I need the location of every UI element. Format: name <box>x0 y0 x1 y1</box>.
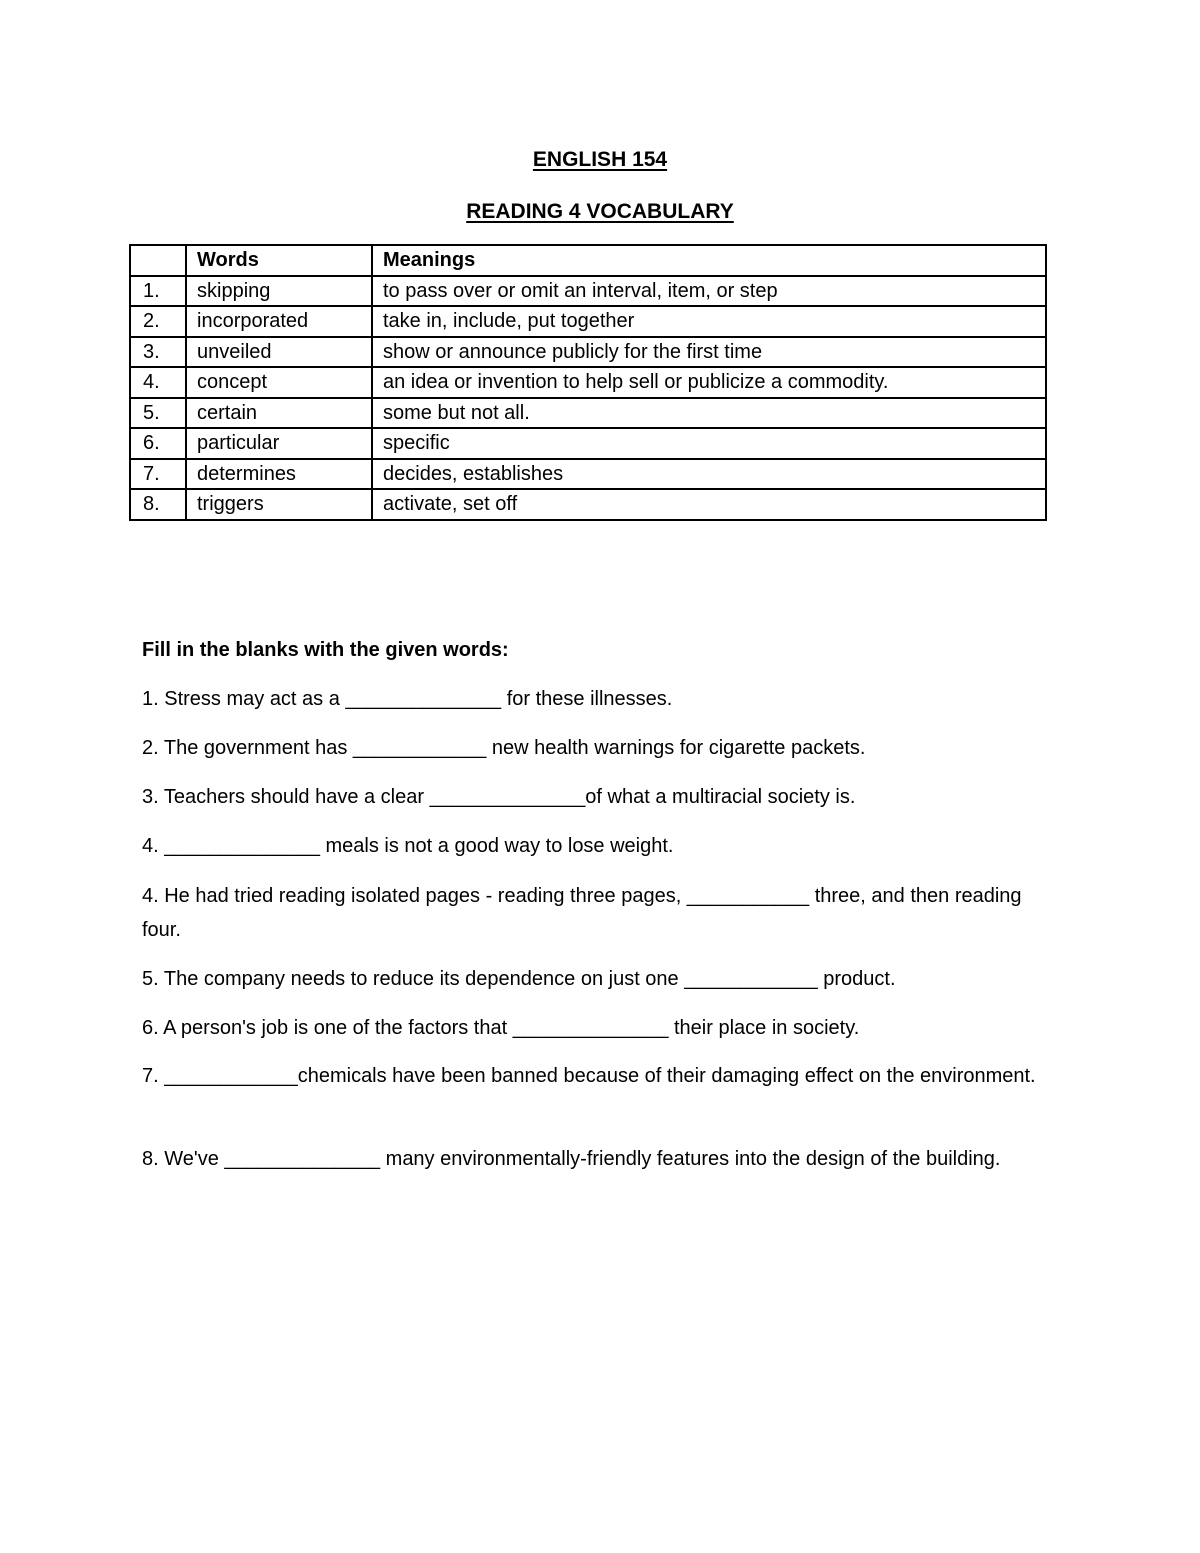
row-meaning: decides, establishes <box>372 459 1046 490</box>
table-row <box>130 398 1046 429</box>
row-word: skipping <box>186 276 372 307</box>
table-row <box>130 306 1046 337</box>
row-word: concept <box>186 367 372 398</box>
row-word: unveiled <box>186 337 372 368</box>
document-title: ENGLISH 154 <box>532 148 668 171</box>
row-word: determines <box>186 459 372 490</box>
row-number: 7. <box>130 459 186 490</box>
row-word: incorporated <box>186 306 372 337</box>
table-row <box>130 459 1046 490</box>
row-number: 8. <box>130 489 186 520</box>
row-word: certain <box>186 398 372 429</box>
row-meaning: activate, set off <box>372 489 1046 520</box>
exercise-item: 4. He had tried reading isolated pages - reading three pages, ___________ three, and then reading four. <box>142 885 1022 941</box>
row-word: triggers <box>186 489 372 520</box>
header-number <box>130 245 186 276</box>
row-meaning: show or announce publicly for the first time <box>372 337 1046 368</box>
header-meanings: Meanings <box>372 245 1046 276</box>
row-word: particular <box>186 428 372 459</box>
table-row <box>130 276 1046 307</box>
table-row <box>130 428 1046 459</box>
row-number: 3. <box>130 337 186 368</box>
row-number: 6. <box>130 428 186 459</box>
table-row <box>130 367 1046 398</box>
exercise-heading: Fill in the blanks with the given words: <box>142 639 509 661</box>
document-subtitle: READING 4 VOCABULARY <box>466 200 734 223</box>
row-meaning: some but not all. <box>372 398 1046 429</box>
exercise-item: 2. The government has ____________ new health warnings for cigarette packets. <box>142 737 866 759</box>
table-row <box>130 337 1046 368</box>
row-number: 4. <box>130 367 186 398</box>
row-meaning: to pass over or omit an interval, item, or step <box>372 276 1046 307</box>
table-header-row <box>130 245 1046 276</box>
exercise-item: 4. ______________ meals is not a good way to lose weight. <box>142 835 674 857</box>
exercise-item: 7. ____________chemicals have been banned because of their damaging effect on the environment. <box>142 1065 1036 1087</box>
header-words: Words <box>186 245 372 276</box>
exercise-item: 3. Teachers should have a clear ______________of what a multiracial society is. <box>142 786 856 808</box>
row-number: 1. <box>130 276 186 307</box>
exercise-item: 1. Stress may act as a ______________ for these illnesses. <box>142 688 673 710</box>
exercise-item: 6. A person's job is one of the factors that ______________ their place in society. <box>142 1017 860 1039</box>
exercise-item: 8. We've ______________ many environmentally-friendly features into the design of the building. <box>142 1148 1001 1170</box>
table-row <box>130 489 1046 520</box>
row-number: 2. <box>130 306 186 337</box>
row-meaning: take in, include, put together <box>372 306 1046 337</box>
vocabulary-table <box>129 244 1047 521</box>
exercise-item: 5. The company needs to reduce its dependence on just one ____________ product. <box>142 968 896 990</box>
row-meaning: an idea or invention to help sell or publicize a commodity. <box>372 367 1046 398</box>
row-number: 5. <box>130 398 186 429</box>
row-meaning: specific <box>372 428 1046 459</box>
